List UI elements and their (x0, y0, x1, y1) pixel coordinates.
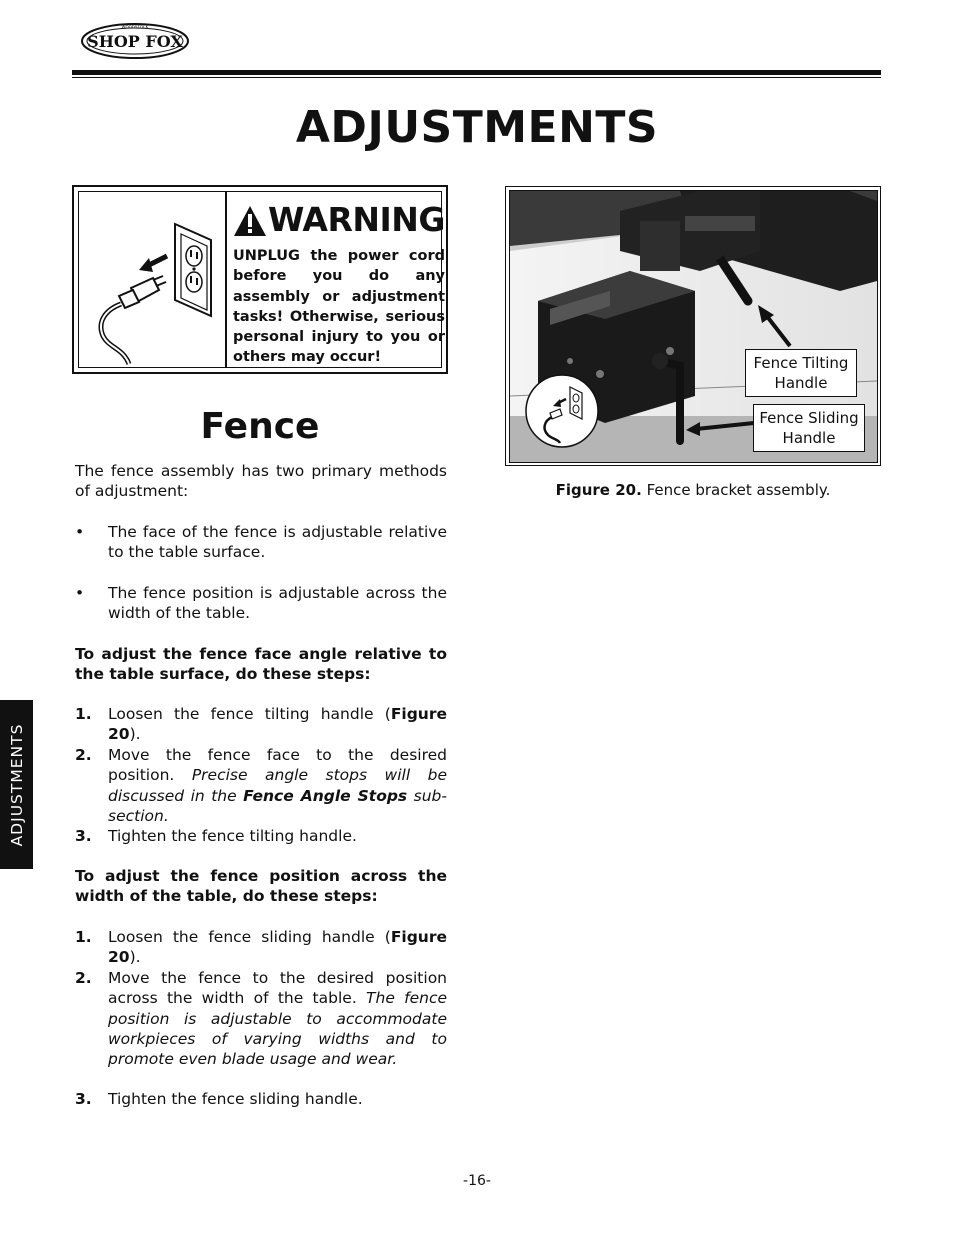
step-text-main: Move the fence to the desired position across the width of the table. (108, 969, 447, 1008)
step-number: 1. (75, 928, 92, 946)
step-text: Tighten the fence tilting handle. (108, 827, 357, 845)
callout-line: Handle (782, 429, 836, 447)
step-text (108, 704, 447, 745)
step-number: 3. (75, 827, 92, 845)
warning-divider (225, 192, 227, 367)
angle-procedure-heading: To adjust the fence face angle relative to the table surface, do these steps: (75, 645, 447, 684)
step-text (108, 968, 447, 1069)
fence-intro: The fence assembly has two primary methods of adjustment: (75, 462, 447, 501)
side-tab-label: ADJUSTMENTS (7, 723, 26, 846)
unplug-cord-icon (83, 196, 221, 372)
callout-line: Fence Sliding (759, 409, 859, 427)
warning-heading-text: WARNING (268, 200, 445, 239)
section-side-tab (0, 700, 33, 869)
step-note-end: sub-section. (108, 786, 447, 825)
step-note: Precise angle stops will be discussed in the (108, 766, 447, 805)
callout-line: Handle (774, 374, 828, 392)
step-text: Tighten the fence sliding handle. (108, 1090, 363, 1108)
figure-caption-text: Fence bracket assembly. (646, 481, 831, 499)
position-procedure-heading: To adjust the fence position across the width of the table, do these steps: (75, 867, 447, 906)
step-text (108, 927, 447, 968)
step-number: 3. (75, 1090, 92, 1108)
step-number: 1. (75, 705, 92, 723)
warning-heading (233, 200, 445, 240)
bullet-icon: • (75, 523, 85, 541)
figure-caption (505, 480, 881, 500)
bullet-icon: • (75, 584, 85, 602)
step-text-main: Move the fence face to the desired position. (108, 746, 447, 785)
shop-fox-logo (80, 22, 190, 60)
fence-bracket-photo (509, 190, 878, 463)
warning-triangle-icon (233, 205, 267, 237)
step-number: 2. (75, 969, 92, 987)
step-number: 2. (75, 746, 92, 764)
header-rule (72, 70, 881, 75)
header-rule-thin (72, 77, 881, 78)
step-text-post: ). (129, 948, 141, 967)
section-title-fence: Fence (200, 406, 320, 447)
figure-20 (505, 186, 881, 466)
callout-fence-sliding-handle (753, 404, 865, 452)
figure-caption-label: Figure 20. (555, 481, 642, 499)
step-text (108, 745, 447, 826)
step-note: The fence position is adjustable to accommodate workpieces of varying widths and to promote even blade usage and wear. (108, 989, 448, 1069)
step-text-post: ). (129, 725, 141, 744)
step-text-pre: Loosen the fence sliding handle ( (108, 928, 391, 946)
bullet-text: The fence position is adjustable across the width of the table. (108, 584, 447, 623)
figure-ref: Figure 20 (108, 705, 447, 744)
callout-fence-tilting-handle (745, 349, 857, 397)
warning-text: UNPLUG the power cord before you do any assembly or adjustment tasks! Otherwise, serious personal injury to you or others may occur! (233, 248, 445, 366)
page-title: ADJUSTMENTS (295, 102, 659, 153)
figure-ref: Figure 20 (108, 928, 447, 967)
bullet-text: The face of the fence is adjustable relative to the table surface. (108, 523, 447, 562)
svg-text:WOODSTOCK: WOODSTOCK (121, 24, 149, 30)
callout-line: Fence Tilting (753, 354, 849, 372)
svg-text:SHOP FOX: SHOP FOX (87, 32, 183, 51)
step-text-pre: Loosen the fence tilting handle ( (108, 705, 391, 723)
warning-box (72, 185, 448, 374)
step-note-ref: Fence Angle Stops (243, 786, 408, 805)
page-number: -16- (463, 1173, 491, 1189)
